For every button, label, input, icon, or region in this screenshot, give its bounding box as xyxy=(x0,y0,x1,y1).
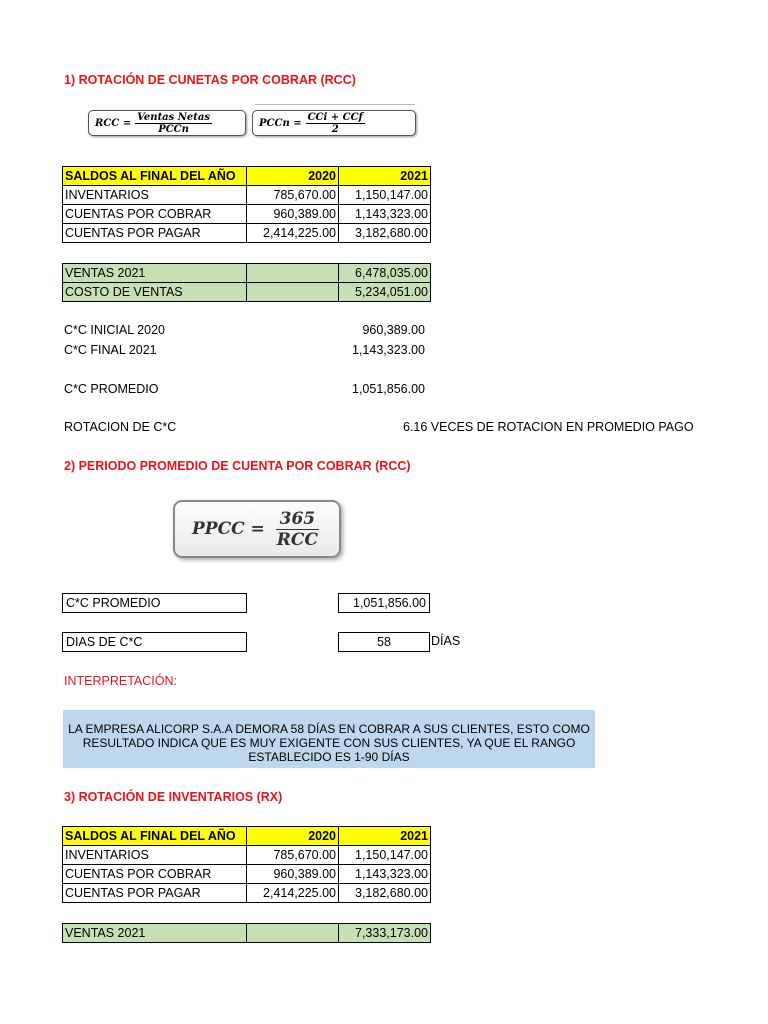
table-header-row xyxy=(63,167,431,186)
row-value: 1,143,323.00 xyxy=(339,865,431,884)
ppcc-formula-lhs: PPCC = xyxy=(192,519,265,539)
row-value: 785,670.00 xyxy=(247,186,339,205)
row-value: 3,182,680.00 xyxy=(339,224,431,243)
row-value: 6,478,035.00 xyxy=(339,264,431,283)
dias-value-cell: 58 xyxy=(338,632,430,652)
cc-promedio-value-cell: 1,051,856.00 xyxy=(338,593,430,613)
table-row xyxy=(63,924,431,943)
table-row xyxy=(63,186,431,205)
cc-inicial-value: 960,389.00 xyxy=(362,323,425,337)
row-value: 2,414,225.00 xyxy=(247,224,339,243)
row-label: CUENTAS POR PAGAR xyxy=(63,884,247,903)
row-value: 1,150,147.00 xyxy=(339,846,431,865)
saldos-table-2 xyxy=(62,826,431,903)
ventas-table-1 xyxy=(62,263,431,302)
row-label: INVENTARIOS xyxy=(63,846,247,865)
row-label: VENTAS 2021 xyxy=(63,264,247,283)
pccn-formula xyxy=(252,110,416,136)
row-value: 3,182,680.00 xyxy=(339,884,431,903)
dias-label-cell: DIAS DE C*C xyxy=(62,632,247,652)
row-value: 5,234,051.00 xyxy=(339,283,431,302)
cc-promedio-value: 1,051,856.00 xyxy=(352,382,425,396)
ppcc-formula xyxy=(173,500,341,558)
pccn-formula-lhs: PCCn = xyxy=(259,117,302,129)
row-value: 785,670.00 xyxy=(247,846,339,865)
row-label: CUENTAS POR PAGAR xyxy=(63,224,247,243)
row-value: 960,389.00 xyxy=(247,865,339,884)
interpretacion-line: LA EMPRESA ALICORP S.A.A DEMORA 58 DÍAS EN COBRAR A SUS CLIENTES, ESTO COMO xyxy=(68,722,590,736)
row-value: 960,389.00 xyxy=(247,205,339,224)
header-cell: 2021 xyxy=(339,167,431,186)
formula-divider xyxy=(255,104,415,105)
pccn-formula-numerator: CCi + CCf xyxy=(307,111,363,123)
section1-title: 1) ROTACIÓN DE CUNETAS POR COBRAR (RCC) xyxy=(64,73,356,87)
row-value: 1,143,323.00 xyxy=(339,205,431,224)
header-cell: 2020 xyxy=(247,167,339,186)
dias-unit: DÍAS xyxy=(431,634,461,648)
table-row xyxy=(63,205,431,224)
cc-promedio-label: C*C PROMEDIO xyxy=(64,382,159,396)
ventas-table-2 xyxy=(62,923,431,943)
row-value: 2,414,225.00 xyxy=(247,884,339,903)
ppcc-formula-denominator: RCC xyxy=(276,529,318,550)
row-label: VENTAS 2021 xyxy=(63,924,247,943)
rcc-formula-lhs: RCC = xyxy=(95,117,132,129)
row-label: CUENTAS POR COBRAR xyxy=(63,205,247,224)
header-cell: 2020 xyxy=(247,827,339,846)
section2-title: 2) PERIODO PROMEDIO DE CUENTA POR COBRAR (RCC) xyxy=(64,459,411,473)
interpretacion-line: ESTABLECIDO ES 1-90 DÍAS xyxy=(248,750,410,764)
cc-promedio-label-cell: C*C PROMEDIO xyxy=(62,593,247,613)
rcc-formula-numerator: Ventas Netas xyxy=(137,111,211,123)
pccn-formula-denominator: 2 xyxy=(331,123,339,135)
cc-inicial-label: C*C INICIAL 2020 xyxy=(64,323,165,337)
row-value: 1,150,147.00 xyxy=(339,186,431,205)
row-label: CUENTAS POR COBRAR xyxy=(63,865,247,884)
header-cell: SALDOS AL FINAL DEL AÑO xyxy=(63,167,247,186)
section3-title: 3) ROTACIÓN DE INVENTARIOS (RX) xyxy=(64,790,283,804)
rcc-formula xyxy=(88,110,246,136)
row-value xyxy=(247,283,339,302)
rcc-formula-denominator: PCCn xyxy=(158,123,189,135)
row-label: COSTO DE VENTAS xyxy=(63,283,247,302)
rotacion-label: ROTACION DE C*C xyxy=(64,420,177,434)
cc-final-label: C*C FINAL 2021 xyxy=(64,343,157,357)
table-header-row xyxy=(63,827,431,846)
interpretacion-box xyxy=(63,710,595,768)
row-value xyxy=(247,264,339,283)
table-row xyxy=(63,283,431,302)
cc-final-value: 1,143,323.00 xyxy=(352,343,425,357)
row-value xyxy=(247,924,339,943)
table-row xyxy=(63,224,431,243)
table-row xyxy=(63,884,431,903)
header-cell: 2021 xyxy=(339,827,431,846)
saldos-table-1 xyxy=(62,166,431,243)
table-row xyxy=(63,846,431,865)
interpretacion-label: INTERPRETACIÓN: xyxy=(64,674,177,688)
rotacion-result: 6.16 VECES DE ROTACION EN PROMEDIO PAGO xyxy=(403,420,694,434)
header-cell: SALDOS AL FINAL DEL AÑO xyxy=(63,827,247,846)
row-label: INVENTARIOS xyxy=(63,186,247,205)
interpretacion-line: RESULTADO INDICA QUE ES MUY EXIGENTE CON SUS CLIENTES, YA QUE EL RANGO xyxy=(82,736,576,750)
table-row xyxy=(63,264,431,283)
row-value: 7,333,173.00 xyxy=(339,924,431,943)
ppcc-formula-numerator: 365 xyxy=(276,509,320,530)
table-row xyxy=(63,865,431,884)
